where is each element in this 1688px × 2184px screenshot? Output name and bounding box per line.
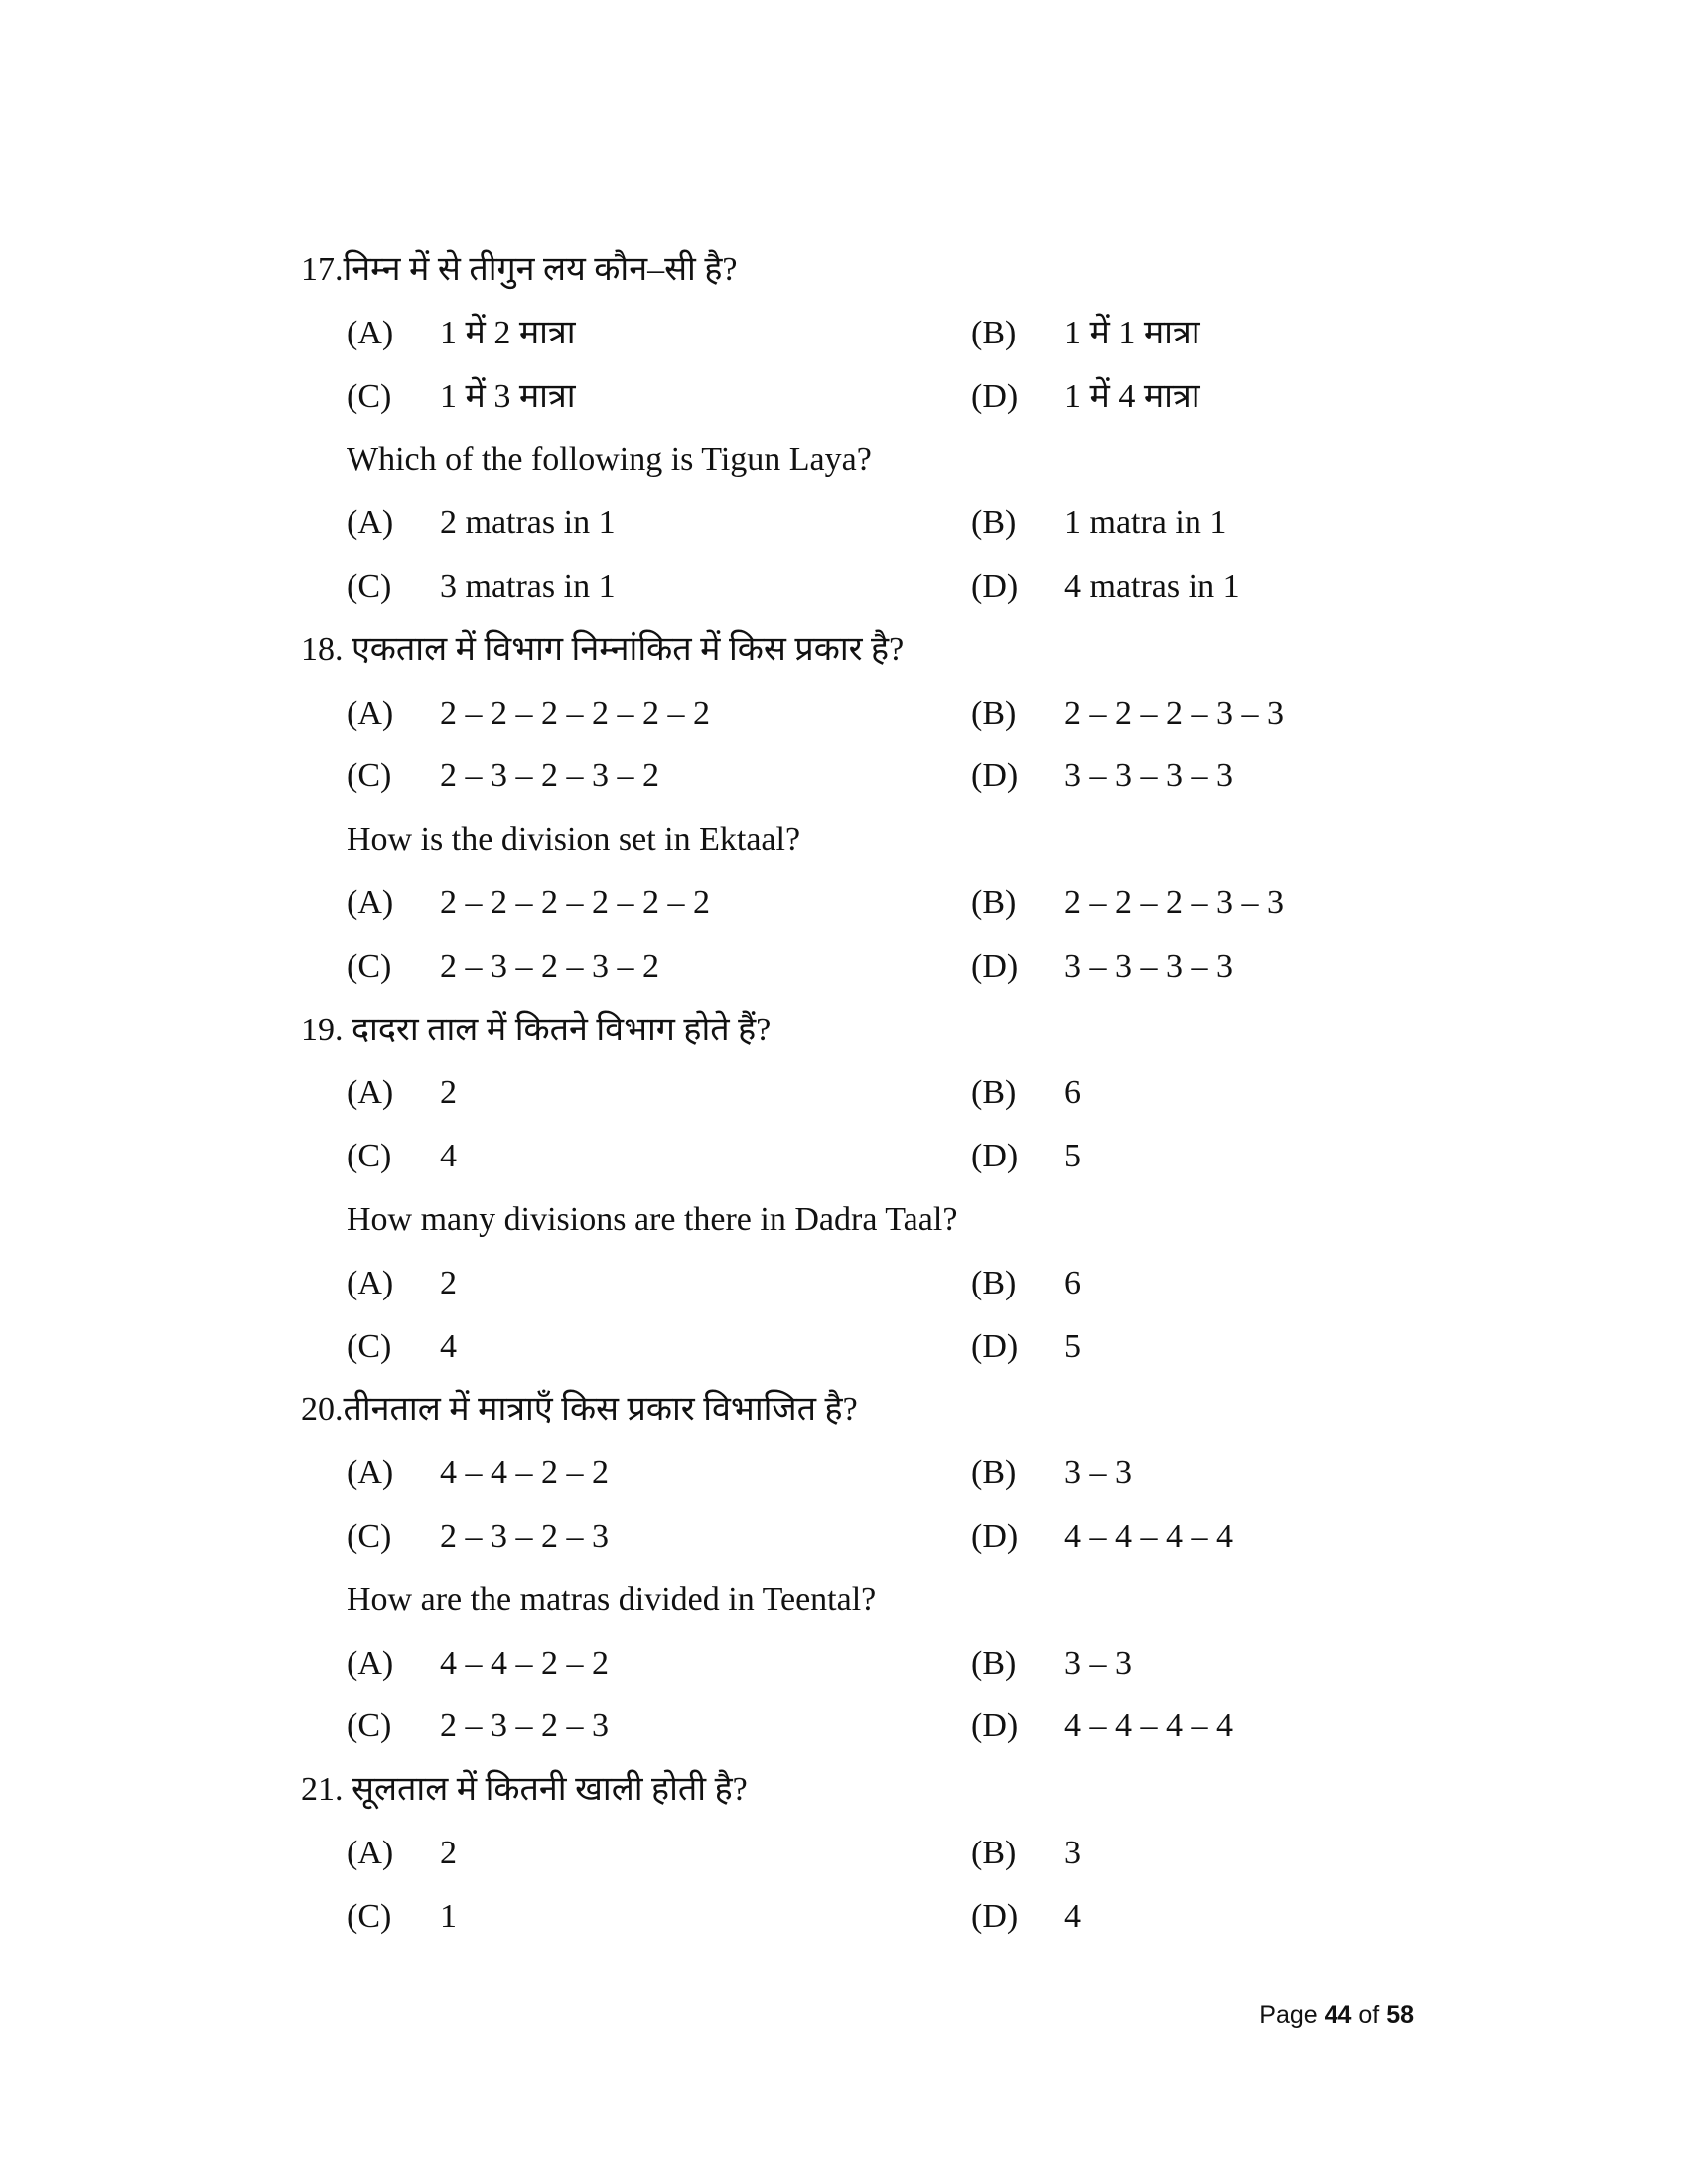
option-label: (C): [347, 757, 392, 795]
option-text: 2 – 3 – 2 – 3: [440, 1517, 609, 1555]
option-label: (B): [971, 884, 1017, 921]
option-text: 2 – 2 – 2 – 2 – 2 – 2: [440, 884, 710, 921]
option-label: (D): [971, 1517, 1019, 1555]
option-text: 3: [1064, 1834, 1081, 1871]
question-heading: [301, 1378, 1443, 1441]
question-number: 17.: [301, 251, 344, 288]
option-text: 2 – 2 – 2 – 3 – 3: [1064, 694, 1284, 732]
option-label: (B): [971, 1454, 1017, 1492]
option-label: (A): [347, 1834, 394, 1871]
option-text: 4 – 4 – 2 – 2: [440, 1644, 609, 1682]
option-row: [301, 1315, 1443, 1379]
option-row: [301, 682, 1443, 746]
option-label: (B): [971, 1644, 1017, 1682]
option-text: 1 में 4 मात्रा: [1064, 377, 1200, 415]
option-label: (A): [347, 314, 394, 351]
option-label: (C): [347, 377, 392, 415]
page-number: [1259, 2001, 1414, 2030]
option-text: 4: [440, 1138, 457, 1175]
option-row: [301, 1061, 1443, 1125]
option-row: [301, 872, 1443, 935]
question-number: 20.: [301, 1391, 344, 1429]
option-row: [301, 1695, 1443, 1758]
question-text-hindi: तीनताल में मात्राएँ किस प्रकार विभाजित है?: [343, 1391, 858, 1429]
option-text: 5: [1064, 1327, 1081, 1365]
option-text: 3 – 3: [1064, 1644, 1132, 1682]
page-label: Page: [1259, 2001, 1325, 2029]
option-label: (D): [971, 947, 1019, 985]
question-number: 19.: [301, 1011, 352, 1048]
option-text: 1 में 3 मात्रा: [440, 377, 576, 415]
option-label: (B): [971, 1834, 1017, 1871]
question-text-english: How are the matras divided in Teental?: [347, 1580, 877, 1618]
option-text: 4 – 4 – 2 – 2: [440, 1454, 609, 1492]
question-text-english: Which of the following is Tigun Laya?: [347, 441, 872, 478]
question-text-english-row: [301, 808, 1443, 872]
option-text: 2 – 2 – 2 – 3 – 3: [1064, 884, 1284, 921]
question-text-hindi: सूलताल में कितनी खाली होती है?: [352, 1771, 748, 1809]
option-text: 2 – 2 – 2 – 2 – 2 – 2: [440, 694, 710, 732]
question-heading: [301, 618, 1443, 682]
option-text: 4 – 4 – 4 – 4: [1064, 1517, 1233, 1555]
option-text: 1 में 2 मात्रा: [440, 314, 576, 351]
option-text: 3 matras in 1: [440, 567, 616, 605]
option-label: (A): [347, 1264, 394, 1301]
option-label: (B): [971, 1074, 1017, 1112]
option-label: (C): [347, 947, 392, 985]
current-page: 44: [1324, 2001, 1352, 2029]
option-label: (A): [347, 694, 394, 732]
question-text-english: How many divisions are there in Dadra Taal?: [347, 1200, 958, 1238]
option-label: (A): [347, 1074, 394, 1112]
option-label: (D): [971, 1707, 1019, 1745]
option-row: [301, 555, 1443, 618]
option-label: (A): [347, 504, 394, 542]
option-text: 4 – 4 – 4 – 4: [1064, 1707, 1233, 1745]
question-text-english-row: [301, 1188, 1443, 1252]
option-text: 1: [440, 1897, 457, 1935]
option-text: 3 – 3: [1064, 1454, 1132, 1492]
question-heading: [301, 238, 1443, 302]
question-text-english-row: [301, 428, 1443, 491]
option-label: (D): [971, 757, 1019, 795]
option-text: 2 – 3 – 2 – 3 – 2: [440, 947, 659, 985]
option-label: (C): [347, 1517, 392, 1555]
option-row: [301, 1822, 1443, 1885]
question-heading: [301, 1758, 1443, 1822]
option-row: [301, 1252, 1443, 1315]
option-text: 1 में 1 मात्रा: [1064, 314, 1200, 351]
page-of: of: [1351, 2001, 1387, 2029]
option-label: (B): [971, 694, 1017, 732]
total-pages: 58: [1386, 2001, 1414, 2029]
option-text: 1 matra in 1: [1064, 504, 1227, 542]
option-row: [301, 302, 1443, 365]
option-text: 2: [440, 1074, 457, 1112]
option-row: [301, 1441, 1443, 1505]
option-row: [301, 935, 1443, 999]
option-label: (C): [347, 1707, 392, 1745]
option-text: 6: [1064, 1074, 1081, 1112]
option-text: 2 matras in 1: [440, 504, 616, 542]
option-text: 2: [440, 1264, 457, 1301]
option-label: (B): [971, 1264, 1017, 1301]
option-row: [301, 745, 1443, 808]
option-row: [301, 1125, 1443, 1188]
option-label: (B): [971, 504, 1017, 542]
option-label: (A): [347, 1454, 394, 1492]
option-text: 4 matras in 1: [1064, 567, 1240, 605]
option-label: (D): [971, 567, 1019, 605]
question-list: [301, 238, 1443, 1949]
option-label: (D): [971, 1138, 1019, 1175]
option-label: (C): [347, 567, 392, 605]
question-text-hindi: एकताल में विभाग निम्नांकित में किस प्रकार है?: [352, 630, 905, 668]
question-text-hindi: दादरा ताल में कितने विभाग होते हैं?: [352, 1011, 772, 1048]
question-number: 18.: [301, 630, 352, 668]
option-label: (C): [347, 1138, 392, 1175]
option-text: 3 – 3 – 3 – 3: [1064, 757, 1233, 795]
option-row: [301, 1885, 1443, 1949]
option-text: 4: [440, 1327, 457, 1365]
option-label: (C): [347, 1327, 392, 1365]
question-heading: [301, 999, 1443, 1062]
question-text-hindi: निम्न में से तीगुन लय कौन–सी है?: [343, 251, 738, 288]
option-text: 2 – 3 – 2 – 3: [440, 1707, 609, 1745]
option-text: 5: [1064, 1138, 1081, 1175]
option-text: 3 – 3 – 3 – 3: [1064, 947, 1233, 985]
option-row: [301, 491, 1443, 555]
option-row: [301, 365, 1443, 429]
option-label: (B): [971, 314, 1017, 351]
option-text: 2: [440, 1834, 457, 1871]
option-row: [301, 1505, 1443, 1569]
question-text-english-row: [301, 1569, 1443, 1632]
question-text-english: How is the division set in Ektaal?: [347, 821, 801, 859]
option-label: (D): [971, 377, 1019, 415]
option-label: (D): [971, 1897, 1019, 1935]
option-label: (C): [347, 1897, 392, 1935]
question-number: 21.: [301, 1771, 352, 1809]
option-label: (A): [347, 884, 394, 921]
option-text: 4: [1064, 1897, 1081, 1935]
option-label: (D): [971, 1327, 1019, 1365]
option-text: 2 – 3 – 2 – 3 – 2: [440, 757, 659, 795]
option-text: 6: [1064, 1264, 1081, 1301]
option-label: (A): [347, 1644, 394, 1682]
option-row: [301, 1632, 1443, 1696]
